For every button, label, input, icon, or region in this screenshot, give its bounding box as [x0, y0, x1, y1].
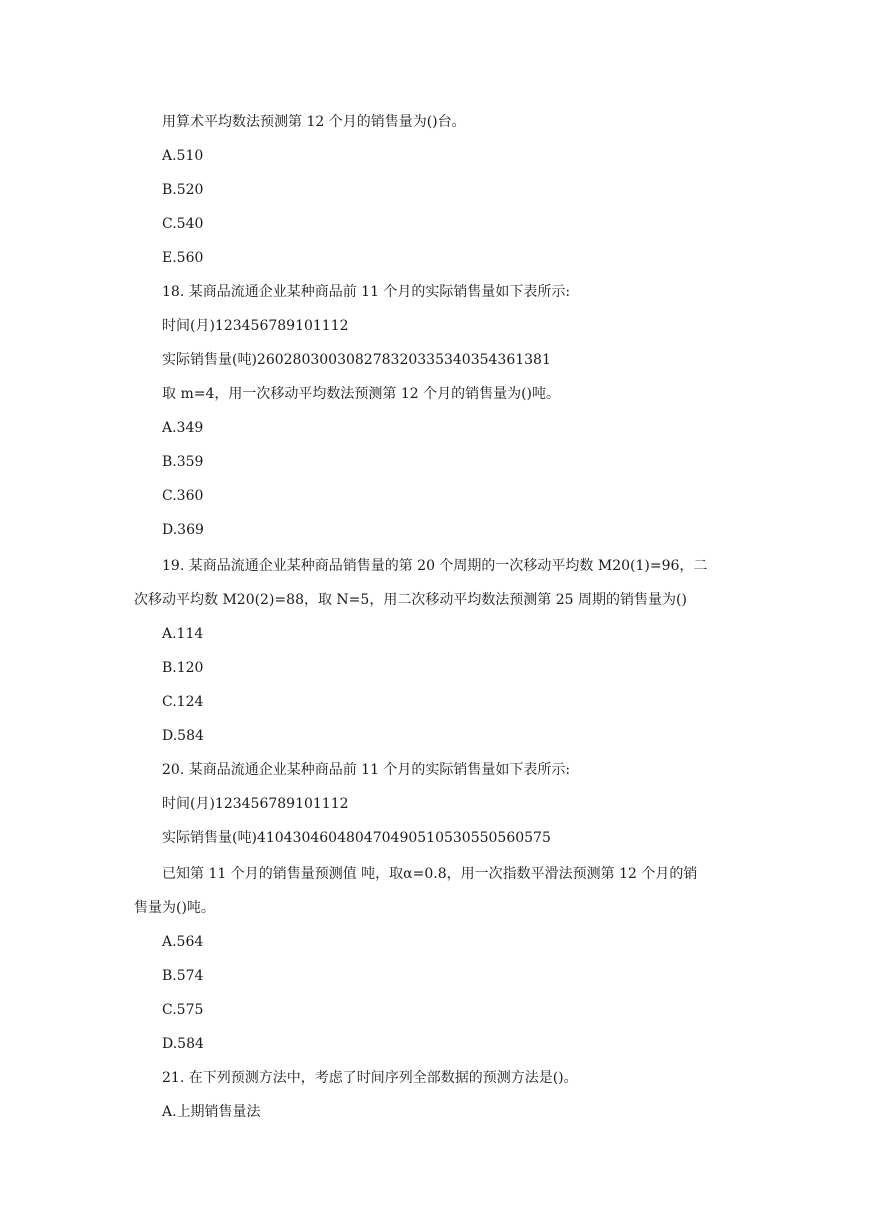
option-b: B.359: [162, 454, 204, 470]
option-a: A.564: [162, 934, 204, 950]
question-20-stem-line1: 已知第 11 个月的销售量预测值 吨，取α=0.8，用一次指数平滑法预测第 12 个月的销: [162, 866, 698, 882]
option-e: E.560: [162, 250, 204, 266]
option-d: D.369: [162, 522, 204, 538]
option-b: B.520: [162, 182, 204, 198]
option-a: A.510: [162, 148, 204, 164]
option-c: C.124: [162, 694, 204, 710]
question-20-time-row: 时间(月)123456789101112: [162, 796, 349, 812]
question-18-title: 18. 某商品流通企业某种商品前 11 个月的实际销售量如下表所示:: [162, 284, 571, 300]
question-18-stem: 取 m=4，用一次移动平均数法预测第 12 个月的销售量为()吨。: [162, 386, 561, 402]
question-19-stem-line2: 次移动平均数 M20(2)=88，取 N=5，用二次移动平均数法预测第 25 周期的销售量为(): [134, 592, 687, 608]
option-b: B.574: [162, 968, 204, 984]
question-18-time-row: 时间(月)123456789101112: [162, 318, 349, 334]
question-17-stem: 用算术平均数法预测第 12 个月的销售量为()台。: [162, 114, 466, 130]
option-c: C.575: [162, 1002, 204, 1018]
option-c: C.360: [162, 488, 204, 504]
option-b: B.120: [162, 660, 204, 676]
option-a: A.114: [162, 626, 204, 642]
option-a: A.上期销售量法: [162, 1104, 261, 1120]
option-a: A.349: [162, 420, 204, 436]
option-c: C.540: [162, 216, 204, 232]
question-20-title: 20. 某商品流通企业某种商品前 11 个月的实际销售量如下表所示:: [162, 762, 571, 778]
option-d: D.584: [162, 1036, 204, 1052]
question-20-sales-row: 实际销售量(吨)410430460480470490510530550560575: [162, 830, 551, 846]
question-21-stem: 21. 在下列预测方法中，考虑了时间序列全部数据的预测方法是()。: [162, 1070, 578, 1086]
option-d: D.584: [162, 728, 204, 744]
question-20-stem-line2: 售量为()吨。: [134, 900, 215, 916]
question-18-sales-row: 实际销售量(吨)260280300308278320335340354361381: [162, 352, 551, 368]
question-19-stem-line1: 19. 某商品流通企业某种商品销售量的第 20 个周期的一次移动平均数 M20(1)=96，二: [162, 558, 708, 574]
